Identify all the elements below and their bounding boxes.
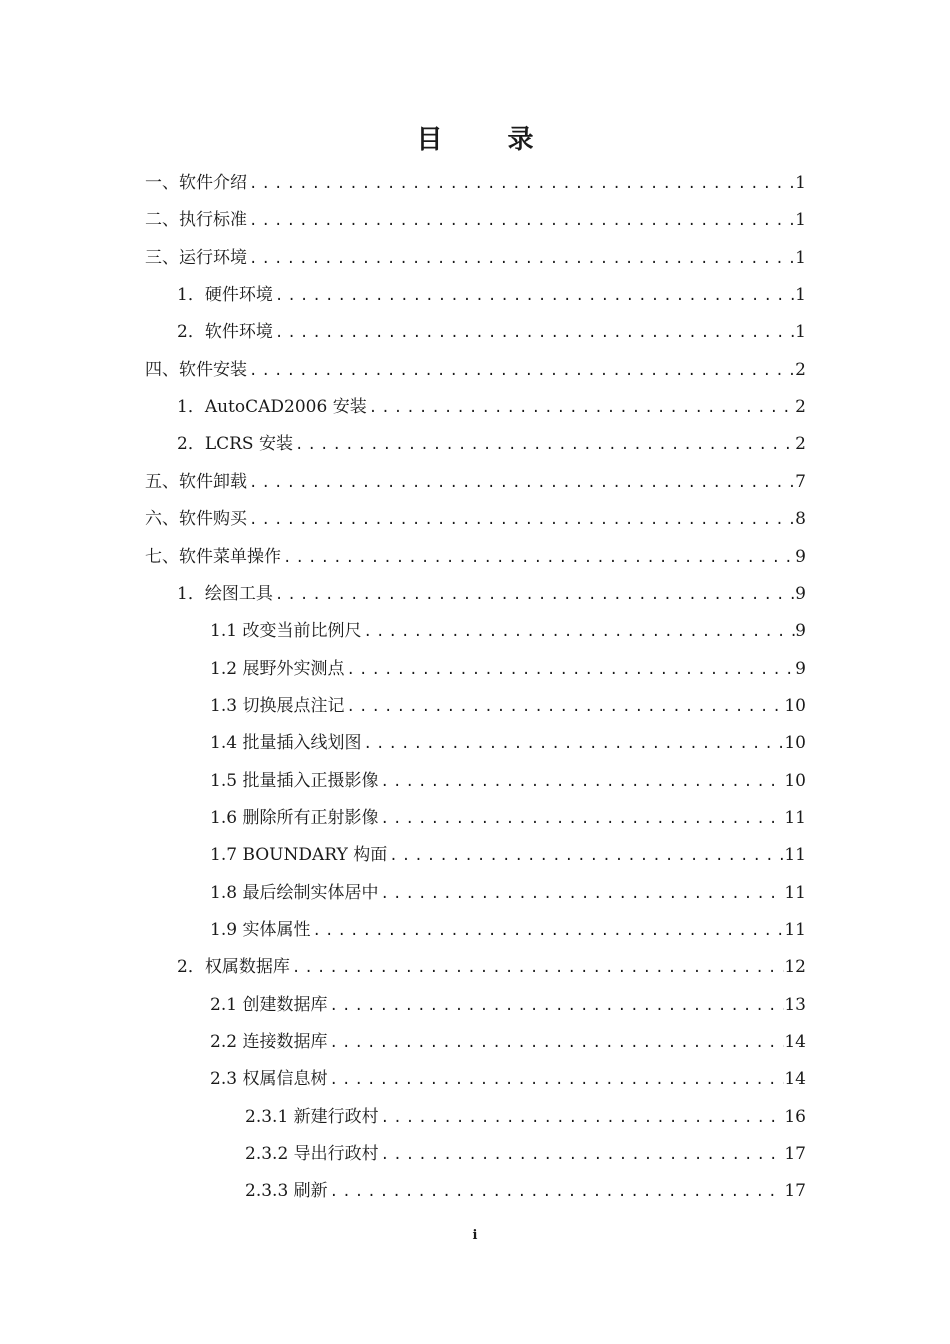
toc-entry-page-number: 9 [795, 546, 806, 567]
toc-entry-label: 二、执行标准 [145, 210, 247, 231]
toc-entry-page-number: 9 [795, 658, 806, 679]
toc-entry-page-number: 10 [784, 695, 806, 716]
toc-dot-leader [247, 354, 795, 388]
toc-entry[interactable] [145, 241, 806, 275]
toc-entry-label: 1.3 切换展点注记 [210, 695, 345, 716]
toc-entry[interactable] [210, 614, 806, 648]
toc-entry[interactable] [177, 278, 806, 312]
toc-entry[interactable] [210, 764, 806, 798]
toc-entry[interactable] [177, 577, 806, 611]
toc-entry[interactable] [210, 913, 806, 947]
toc-dot-leader [247, 466, 795, 500]
toc-dot-leader [361, 727, 784, 761]
toc-entry-page-number: 2 [795, 359, 806, 380]
toc-dot-leader [367, 391, 795, 425]
toc-entry-label: 一、软件介绍 [145, 173, 247, 193]
toc-entry[interactable] [145, 465, 806, 499]
toc-dot-leader [273, 316, 795, 350]
toc-entry-label: 1．硬件环境 [177, 285, 273, 306]
toc-entry[interactable] [245, 1100, 806, 1134]
toc-entry-label: 2.3.2 导出行政村 [245, 1144, 379, 1165]
toc-dot-leader [327, 1063, 784, 1097]
toc-entry-label: 六、软件购买 [145, 509, 247, 530]
toc-entry-label: 2．权属数据库 [177, 957, 290, 978]
toc-entry-label: 1.9 实体属性 [210, 920, 311, 940]
toc-entry[interactable] [145, 203, 806, 237]
toc-entry-page-number: 2 [795, 434, 806, 455]
toc-dot-leader [247, 242, 795, 276]
toc-entry-label: 2.3.1 新建行政村 [245, 1106, 379, 1127]
toc-entry-label: 1．AutoCAD2006 安装 [177, 397, 367, 418]
toc-entry-label: 1.4 批量插入线划图 [210, 733, 362, 754]
toc-dot-leader [327, 989, 784, 1023]
toc-entry-page-number: 1 [795, 322, 806, 343]
toc-entry[interactable] [210, 726, 806, 760]
toc-entry[interactable] [177, 315, 806, 349]
toc-entry[interactable] [210, 988, 806, 1022]
toc-entry-label: 四、软件安装 [145, 359, 247, 380]
toc-entry-page-number: 9 [795, 583, 806, 604]
toc-entry-label: 三、运行环境 [145, 247, 247, 268]
toc-dot-leader [379, 1138, 785, 1172]
toc-entry-page-number: 11 [784, 920, 806, 940]
toc-entry-page-number: 7 [795, 471, 806, 492]
toc-entry-page-number: 11 [784, 807, 806, 828]
toc-dot-leader [378, 765, 784, 799]
toc-entry-label: 1.5 批量插入正摄影像 [210, 770, 379, 791]
toc-dot-leader [293, 428, 795, 462]
toc-dot-leader [281, 541, 795, 575]
toc-entry-label: 1．绘图工具 [177, 583, 273, 604]
toc-dot-leader [290, 951, 785, 985]
toc-entry-label: 1.2 展野外实测点 [210, 658, 345, 679]
toc-dot-leader [247, 167, 795, 201]
toc-entry[interactable] [210, 801, 806, 835]
toc-entry[interactable] [145, 540, 806, 574]
toc-entry[interactable] [145, 353, 806, 387]
toc-entry[interactable] [210, 1062, 806, 1096]
toc-entry[interactable] [210, 1025, 806, 1059]
toc-dot-leader [344, 653, 795, 687]
toc-entry-label: 五、软件卸载 [145, 471, 247, 492]
toc-dot-leader [310, 914, 784, 948]
toc-entry[interactable] [210, 689, 806, 723]
footer-page-number: i [472, 1228, 478, 1243]
toc-dot-leader [344, 690, 784, 724]
toc-entry-label: 2.3 权属信息树 [210, 1069, 328, 1090]
toc-entry[interactable] [177, 390, 806, 424]
toc-entry-page-number: 14 [784, 1032, 806, 1053]
toc-entry[interactable] [177, 950, 806, 984]
toc-dot-leader [327, 1026, 784, 1060]
toc-dot-leader [273, 578, 795, 612]
toc-entry-label: 七、软件菜单操作 [145, 546, 281, 567]
toc-entry-page-number: 2 [795, 397, 806, 418]
toc-entry-page-number: 11 [784, 845, 806, 866]
toc-entry-page-number: 13 [784, 994, 806, 1015]
toc-dot-leader [361, 615, 795, 649]
toc-entry-page-number: 10 [784, 733, 806, 754]
toc-entry-page-number: 16 [784, 1106, 806, 1127]
toc-dot-leader [378, 877, 784, 911]
toc-entry-label: 2．LCRS 安装 [177, 434, 293, 455]
toc-entry[interactable] [210, 876, 806, 910]
toc-dot-leader [379, 1101, 785, 1135]
toc-entry-label: 1.6 删除所有正射影像 [210, 807, 379, 828]
toc-entry-label: 2．软件环境 [177, 322, 273, 343]
toc-entry-page-number: 11 [784, 882, 806, 903]
toc-entry-page-number: 14 [784, 1069, 806, 1090]
toc-entry-label: 2.3.3 刷新 [245, 1181, 328, 1202]
toc-entry[interactable] [210, 838, 806, 872]
toc-dot-leader [387, 839, 784, 873]
toc-dot-leader [378, 802, 784, 836]
toc-entry[interactable] [210, 652, 806, 686]
toc-entry-page-number: 8 [795, 509, 806, 530]
toc-dot-leader [328, 1175, 785, 1209]
toc-entry-label: 2.2 连接数据库 [210, 1032, 328, 1053]
toc-entry-page-number: 17 [784, 1181, 806, 1202]
toc-title: 目 录 [416, 125, 562, 155]
toc-dot-leader [273, 279, 795, 313]
toc-entry-page-number: 1 [795, 247, 806, 268]
toc-entry-label: 1.1 改变当前比例尺 [210, 621, 362, 642]
toc-entry-page-number: 17 [784, 1144, 806, 1165]
toc-entry[interactable] [245, 1137, 806, 1171]
toc-entry-page-number: 10 [784, 770, 806, 791]
toc-entry-label: 1.7 BOUNDARY 构面 [210, 845, 388, 866]
toc-entry-page-number: 1 [795, 173, 806, 193]
toc-entry[interactable] [145, 502, 806, 536]
toc-entry[interactable] [245, 1174, 806, 1208]
toc-entry[interactable] [177, 427, 806, 461]
toc-entry[interactable] [145, 166, 806, 200]
toc-dot-leader [247, 503, 795, 537]
toc-entry-label: 2.1 创建数据库 [210, 994, 328, 1015]
toc-entry-page-number: 9 [795, 621, 806, 642]
toc-entry-label: 1.8 最后绘制实体居中 [210, 882, 379, 903]
toc-entry-page-number: 1 [795, 285, 806, 306]
toc-entry-page-number: 1 [795, 210, 806, 231]
toc-dot-leader [247, 204, 795, 238]
toc-entry-page-number: 12 [784, 957, 806, 978]
